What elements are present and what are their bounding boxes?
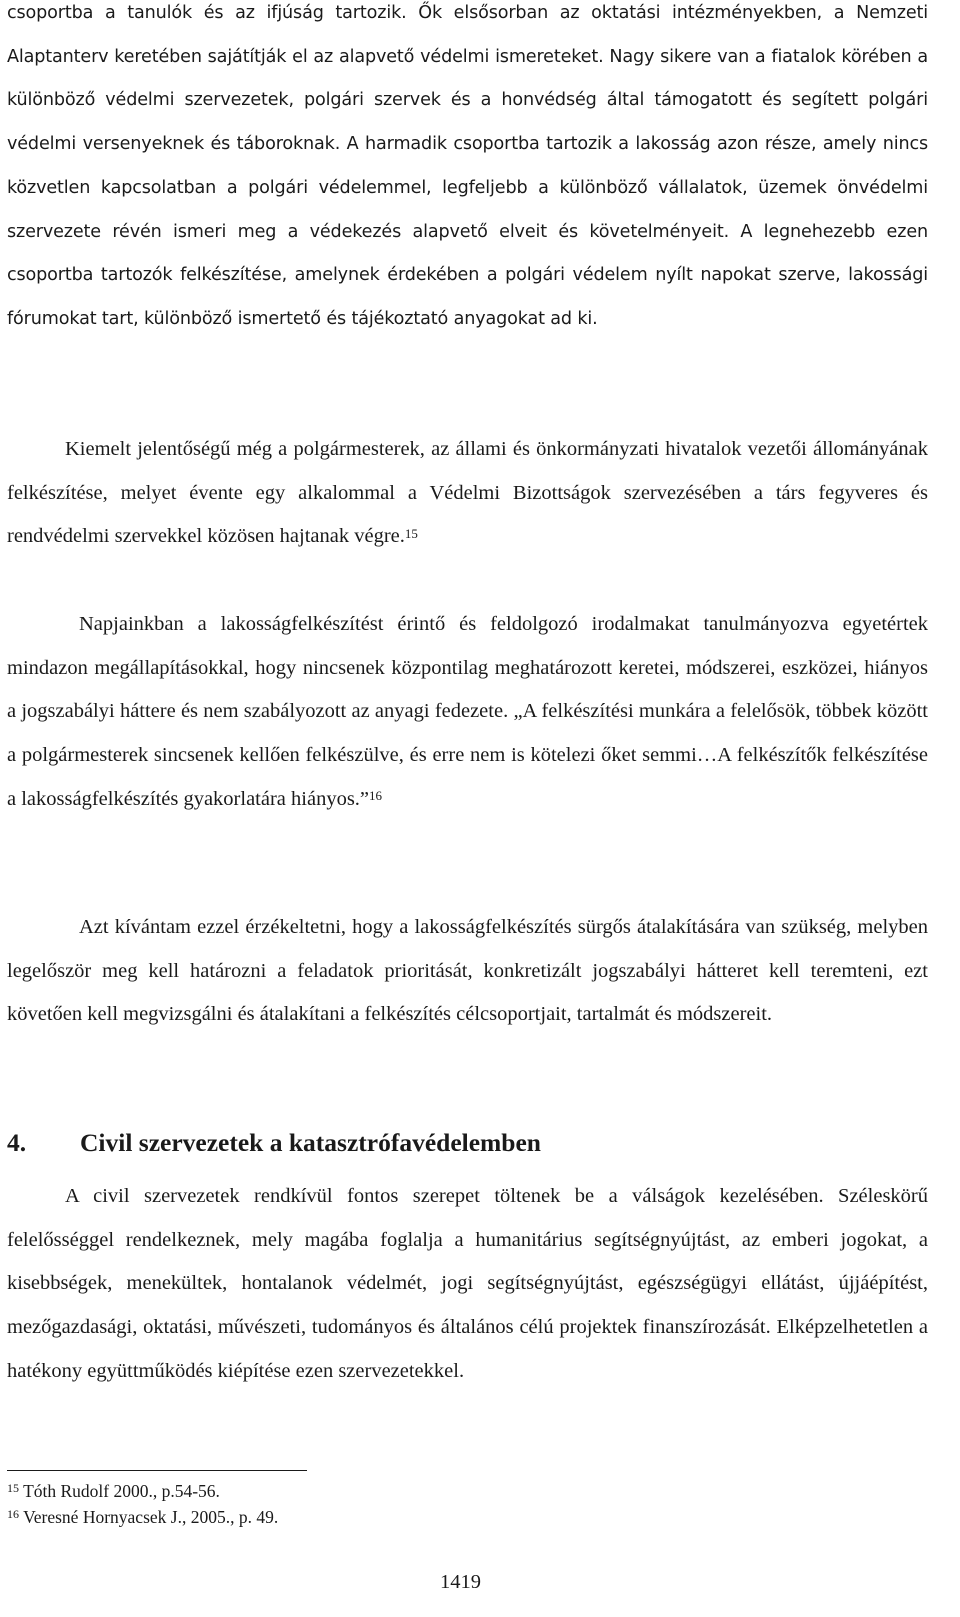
footnote-16 — [7, 1506, 278, 1528]
paragraph-target-groups — [7, 0, 928, 342]
paragraph-text: A civil szervezetek rendkívül fontos szerepet töltenek be a válságok kezelésében. Széleskörű felelősséggel rendelkeznek, mely magába foglalja a humanitárius segítségnyújtást, az emberi jogokat, a kisebbségek, menekültek, hontalanok védelmét, jogi segítségnyújtást, egészségügyi ellátást, újjáépítést, mezőgazdasági, oktatási, művészeti, tudományos és általános célú projektek finanszírozását. Elképzelhetetlen a hatékony együttműködés kiépítése ezen szervezetekkel. — [7, 1185, 928, 1382]
footnote-reference[interactable]: 15 — [404, 525, 418, 541]
paragraph-literature-review — [7, 603, 928, 822]
footnote-15 — [7, 1480, 220, 1502]
paragraph-text: Azt kívántam ezzel érzékeltetni, hogy a lakosságfelkészítés sürgős átalakítására van szükség, melyben legelőször meg kell határozni a feladatok prioritását, konkretizált jogszabályi hátteret kell teremteni, ezt követően kell megvizsgálni és átalakítani a felkészítés célcsoportjait, tartalmát és módszereit. — [7, 916, 928, 1026]
paragraph-text: Kiemelt jelentőségű még a polgármesterek, az állami és önkormányzati hivatalok vezetői állományának felkészítése, melyet évente egy alkalommal a Védelmi Bizottságok szervezésében a társ fegyveres és rendvédelmi szervekkel közösen hajtanak végre. — [7, 438, 928, 548]
section-title: Civil szervezetek a katasztrófavédelemben — [80, 1128, 541, 1157]
page-number: 1419 — [440, 1571, 481, 1593]
footnote-reference[interactable]: 16 — [369, 788, 383, 804]
paragraph-text: Napjainkban a lakosságfelkészítést érintő és feldolgozó irodalmakat tanulmányozva egyetértek mindazon megállapításokkal, hogy nincsenek központilag meghatározott keretei, módszerei, eszközei, hiányos a jogszabályi háttere és nem szabályozott az anyagi fedezete. „A felkészítési munkára a felelősök, többek között a polgármesterek sincsenek kellően felkészülve, és erre nem is kötelezi őket semmi…A felkészítők felkészítése a lakosságfelkészítés gyakorlatára hiányos.” — [7, 613, 928, 810]
footnote-text: Tóth Rudolf 2000., p.54-56. — [23, 1481, 220, 1501]
paragraph-civil-organizations — [7, 1175, 928, 1394]
paragraph-conclusion — [7, 906, 928, 1037]
footnote-separator — [7, 1470, 307, 1471]
footnote-marker: 15 — [7, 1480, 19, 1495]
footnote-text: Veresné Hornyacsek J., 2005., p. 49. — [23, 1507, 279, 1527]
paragraph-text: csoportba a tanulók és az ifjúság tartozik. Ők elsősorban az oktatási intézményekben, a Nemzeti Alaptanterv keretében sajátítják el az alapvető védelmi ismereteket. Nagy sikere van a fiatalok körében a különböző védelmi szervezetek, polgári szervek és a honvédség által támogatott és segített polgári védelmi versenyeknek és táboroknak. A harmadik csoportba tartozik a lakosság azon része, amely nincs közvetlen kapcsolatban a polgári védelemmel, legfeljebb a különböző vállalatok, üzemek önvédelmi szervezete révén ismeri meg a védekezés alapvető elveit és követelményeit. A legnehezebb ezen csoportba tartozók felkészítése, amelynek érdekében a polgári védelem nyílt napokat szerve, lakossági fórumokat tart, különböző ismertető és tájékoztató anyagokat ad ki. — [7, 3, 928, 329]
paragraph-mayors-training — [7, 428, 928, 559]
section-heading — [7, 1128, 541, 1158]
footnote-marker: 16 — [7, 1506, 19, 1521]
section-number: 4. — [7, 1128, 27, 1157]
